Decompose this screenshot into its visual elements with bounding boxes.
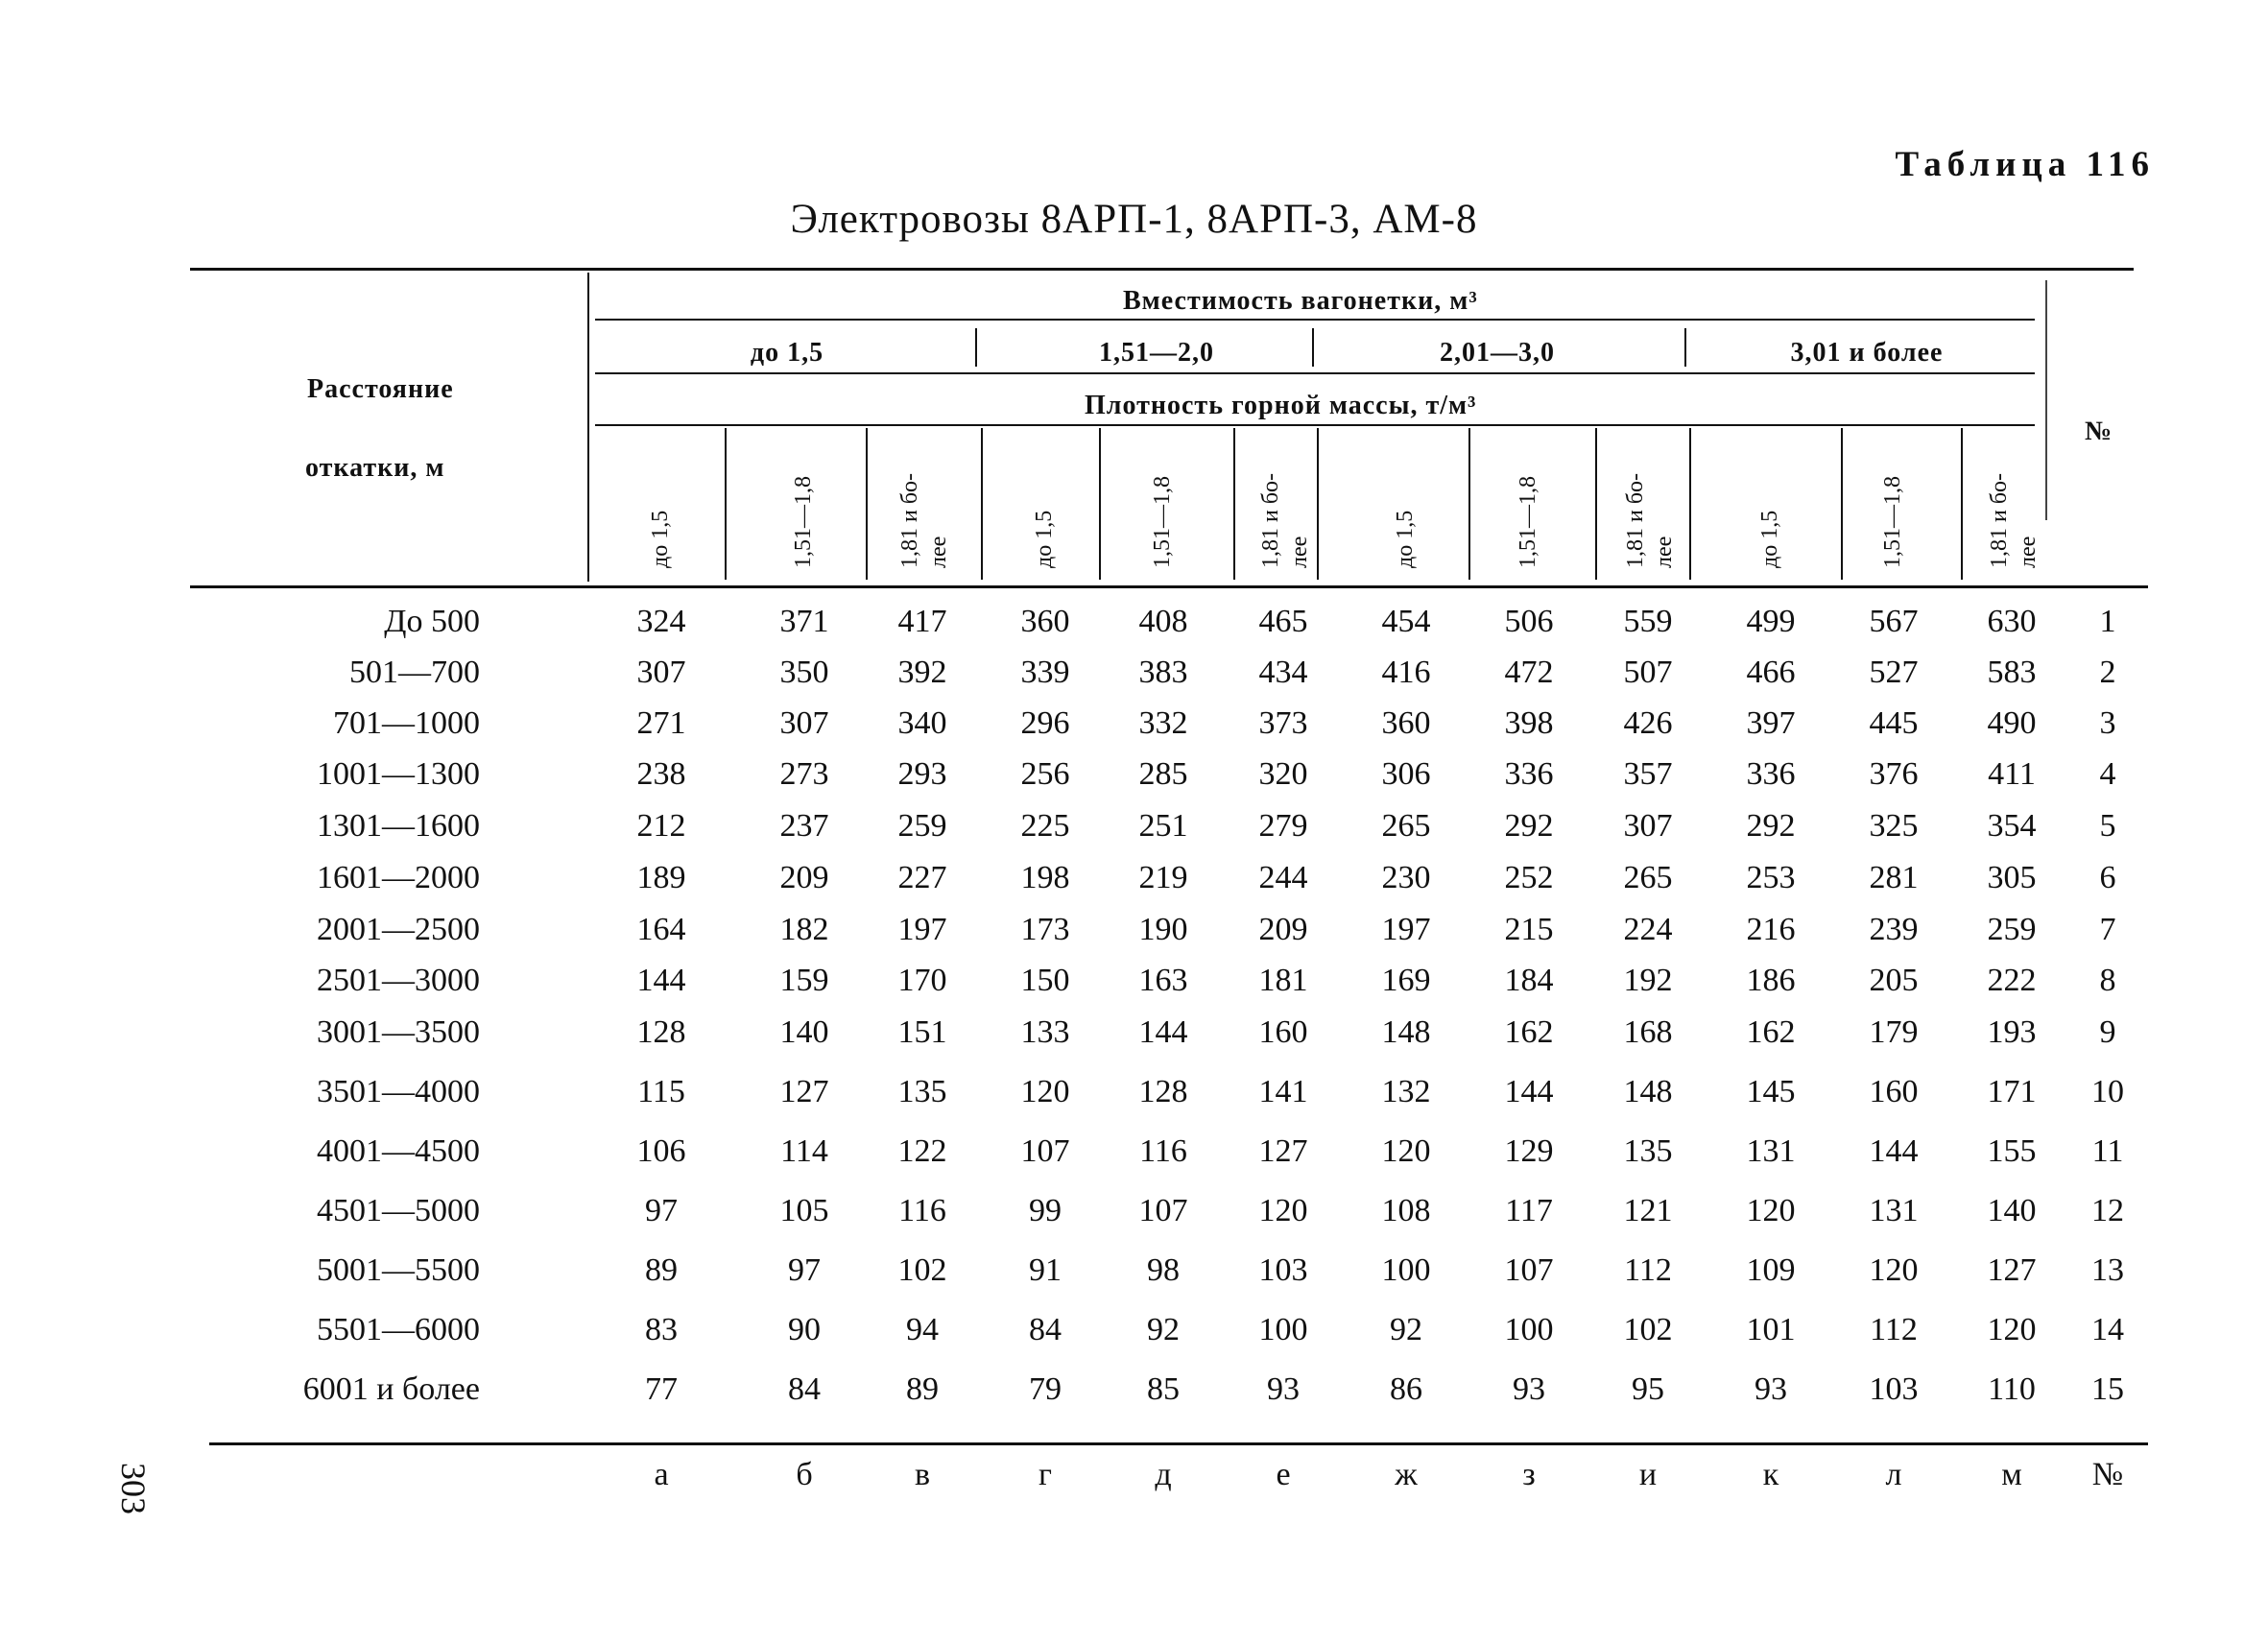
capacity-group-2: 1,51—2,0 [1099,338,1214,368]
row-label: 4001—4500 [317,1133,480,1169]
table-cell: 160 [1869,1074,1919,1109]
table-cell: 237 [779,808,829,844]
table-cell: 131 [1869,1193,1919,1228]
table-cell: 79 [1029,1371,1062,1407]
table-cell: 336 [1504,756,1554,792]
density-subheader: 1,81 и бо- [1258,472,1283,568]
table-cell: 354 [1987,808,2037,844]
row-number: 10 [2091,1074,2124,1109]
table-cell: 336 [1746,756,1796,792]
table-cell: 112 [1870,1312,1918,1347]
table-cell: 105 [779,1193,829,1228]
table-cell: 281 [1869,860,1919,895]
table-cell: 77 [645,1371,678,1407]
table-cell: 171 [1987,1074,2037,1109]
table-cell: 91 [1029,1252,1062,1288]
table-cell: 93 [1755,1371,1787,1407]
footer-no: № [2091,1457,2124,1492]
table-cell: 376 [1869,756,1919,792]
table-cell: 559 [1623,604,1673,639]
table-cell: 98 [1147,1252,1180,1288]
table-cell: 296 [1020,705,1070,741]
table-cell: 251 [1138,808,1188,844]
table-cell: 103 [1258,1252,1308,1288]
density-subheader: до 1,5 [1757,510,1782,568]
table-cell: 112 [1624,1252,1672,1288]
column-letter: м [2001,1457,2022,1492]
table-cell: 144 [1869,1133,1919,1169]
subcolumn-divider [1689,428,1691,580]
row-label-header-2: откатки, м [305,453,445,483]
table-cell: 133 [1020,1014,1070,1050]
density-subheader: 1,51—1,8 [791,476,816,568]
table-cell: 148 [1623,1074,1673,1109]
table-cell: 426 [1623,705,1673,741]
table-cell: 293 [897,756,947,792]
row-label: 3501—4000 [317,1074,480,1109]
table-cell: 244 [1258,860,1308,895]
table-cell: 205 [1869,963,1919,998]
row-label: 1301—1600 [317,808,480,844]
row-label: 701—1000 [333,705,480,741]
table-cell: 163 [1138,963,1188,998]
groups-underline [595,372,2035,374]
table-cell: 265 [1381,808,1431,844]
table-cell: 219 [1138,860,1188,895]
table-cell: 116 [1139,1133,1187,1169]
row-number: 6 [2099,860,2116,895]
density-header: Плотность горной массы, т/м³ [1085,391,1477,420]
subcolumn-divider [1595,428,1597,580]
row-number: 9 [2099,1014,2116,1050]
table-cell: 93 [1513,1371,1545,1407]
table-cell: 140 [1987,1193,2037,1228]
row-number: 2 [2099,655,2116,690]
table-cell: 392 [897,655,947,690]
subcolumn-divider [1099,428,1101,580]
table-cell: 216 [1746,912,1796,947]
table-cell: 339 [1020,655,1070,690]
table-cell: 116 [898,1193,946,1228]
table-label: Таблица 116 [1895,145,2155,184]
density-subheader-cont: лее [2016,536,2041,568]
table-cell: 103 [1869,1371,1919,1407]
table-cell: 120 [1987,1312,2037,1347]
table-cell: 307 [779,705,829,741]
table-cell: 253 [1746,860,1796,895]
table-cell: 129 [1504,1133,1554,1169]
table-cell: 84 [788,1371,821,1407]
row-label: 3001—3500 [317,1014,480,1050]
row-number: 15 [2091,1371,2124,1407]
capacity-group-4: 3,01 и более [1790,338,1944,368]
table-cell: 128 [1138,1074,1188,1109]
table-cell: 527 [1869,655,1919,690]
table-cell: 109 [1746,1252,1796,1288]
table-cell: 184 [1504,963,1554,998]
table-cell: 169 [1381,963,1431,998]
table-cell: 121 [1623,1193,1673,1228]
table-cell: 101 [1746,1312,1796,1347]
density-subheader-cont: лее [1287,536,1312,568]
table-cell: 373 [1258,705,1308,741]
subcolumn-divider [1317,428,1319,580]
row-label: 501—700 [349,655,480,690]
density-subheader: 1,51—1,8 [1880,476,1905,568]
row-label: 4501—5000 [317,1193,480,1228]
table-cell: 357 [1623,756,1673,792]
table-cell: 117 [1505,1193,1553,1228]
subcolumn-divider [1468,428,1470,580]
table-cell: 181 [1258,963,1308,998]
subcolumn-divider [981,428,983,580]
table-cell: 150 [1020,963,1070,998]
table-cell: 122 [897,1133,947,1169]
table-cell: 97 [645,1193,678,1228]
table-cell: 279 [1258,808,1308,844]
table-cell: 89 [645,1252,678,1288]
table-cell: 324 [636,604,686,639]
header-left-divider [587,273,589,582]
table-cell: 173 [1020,912,1070,947]
table-cell: 120 [1869,1252,1919,1288]
table-cell: 209 [1258,912,1308,947]
table-cell: 182 [779,912,829,947]
density-subheader: до 1,5 [1032,510,1057,568]
table-cell: 114 [780,1133,828,1169]
table-cell: 239 [1869,912,1919,947]
table-cell: 507 [1623,655,1673,690]
row-label: 5001—5500 [317,1252,480,1288]
table-cell: 144 [636,963,686,998]
table-cell: 144 [1138,1014,1188,1050]
row-label: 1601—2000 [317,860,480,895]
row-label: 2001—2500 [317,912,480,947]
table-cell: 222 [1987,963,2037,998]
group-divider [975,328,977,367]
row-number: 11 [2091,1133,2124,1169]
row-number: 14 [2091,1312,2124,1347]
table-cell: 411 [1988,756,2036,792]
header-bottom-rule [190,585,2148,588]
table-cell: 371 [779,604,829,639]
table-cell: 320 [1258,756,1308,792]
table-cell: 95 [1632,1371,1664,1407]
subcolumn-divider [866,428,868,580]
capacity-header: Вместимость вагонетки, м³ [1123,286,1478,316]
row-label: 5501—6000 [317,1312,480,1347]
table-cell: 408 [1138,604,1188,639]
table-cell: 84 [1029,1312,1062,1347]
table-cell: 332 [1138,705,1188,741]
table-cell: 193 [1987,1014,2037,1050]
table-cell: 567 [1869,604,1919,639]
table-top-rule [190,268,2134,271]
page-title: Электровозы 8АРП-1, 8АРП-3, АМ-8 [790,197,1478,242]
table-cell: 252 [1504,860,1554,895]
table-cell: 92 [1390,1312,1422,1347]
table-cell: 224 [1623,912,1673,947]
table-cell: 350 [779,655,829,690]
table-cell: 100 [1258,1312,1308,1347]
table-cell: 434 [1258,655,1308,690]
density-subheader: 1,81 и бо- [1623,472,1648,568]
table-cell: 225 [1020,808,1070,844]
table-cell: 416 [1381,655,1431,690]
table-cell: 197 [897,912,947,947]
table-cell: 306 [1381,756,1431,792]
table-cell: 120 [1020,1074,1070,1109]
table-cell: 383 [1138,655,1188,690]
subcolumn-divider [725,428,727,580]
table-cell: 472 [1504,655,1554,690]
table-cell: 215 [1504,912,1554,947]
density-subheader: 1,81 и бо- [897,472,922,568]
table-cell: 212 [636,808,686,844]
table-cell: 132 [1381,1074,1431,1109]
table-cell: 127 [1987,1252,2037,1288]
column-letter: и [1638,1457,1658,1492]
column-letter: е [1276,1457,1291,1492]
column-letter: г [1039,1457,1052,1492]
row-number: 5 [2099,808,2116,844]
table-cell: 106 [636,1133,686,1169]
table-cell: 83 [645,1312,678,1347]
table-cell: 465 [1258,604,1308,639]
column-letter: з [1522,1457,1536,1492]
table-cell: 583 [1987,655,2037,690]
table-cell: 90 [788,1312,821,1347]
table-cell: 265 [1623,860,1673,895]
table-cell: 120 [1381,1133,1431,1169]
table-cell: 141 [1258,1074,1308,1109]
row-number: 8 [2099,963,2116,998]
table-cell: 292 [1504,808,1554,844]
table-cell: 107 [1138,1193,1188,1228]
table-cell: 192 [1623,963,1673,998]
density-subheader: 1,51—1,8 [1150,476,1175,568]
table-cell: 273 [779,756,829,792]
group-divider [1312,328,1314,367]
table-cell: 159 [779,963,829,998]
density-subheader: 1,81 и бо- [1987,472,2012,568]
no-column-divider [2045,280,2047,520]
column-letter: б [796,1457,813,1492]
table-cell: 170 [897,963,947,998]
table-cell: 108 [1381,1193,1431,1228]
row-label: 1001—1300 [317,756,480,792]
row-label-header-1: Расстояние [307,374,454,404]
table-cell: 307 [1623,808,1673,844]
table-cell: 360 [1381,705,1431,741]
table-cell: 190 [1138,912,1188,947]
table-cell: 325 [1869,808,1919,844]
table-bottom-rule [209,1442,2148,1445]
capacity-group-1: до 1,5 [750,338,824,368]
density-subheader: 1,51—1,8 [1516,476,1540,568]
table-cell: 168 [1623,1014,1673,1050]
table-cell: 360 [1020,604,1070,639]
table-cell: 160 [1258,1014,1308,1050]
table-cell: 97 [788,1252,821,1288]
density-subheader-cont: лее [1652,536,1677,568]
group-divider [1684,328,1686,367]
table-cell: 92 [1147,1312,1180,1347]
table-cell: 209 [779,860,829,895]
table-cell: 107 [1504,1252,1554,1288]
row-number: 1 [2099,604,2116,639]
table-cell: 162 [1504,1014,1554,1050]
table-cell: 127 [779,1074,829,1109]
table-cell: 198 [1020,860,1070,895]
table-cell: 285 [1138,756,1188,792]
density-subheader: до 1,5 [648,510,673,568]
table-cell: 131 [1746,1133,1796,1169]
table-cell: 454 [1381,604,1431,639]
table-cell: 162 [1746,1014,1796,1050]
row-number: 4 [2099,756,2116,792]
row-number: 12 [2091,1193,2124,1228]
table-cell: 271 [636,705,686,741]
column-letter: а [654,1457,669,1492]
table-cell: 94 [906,1312,939,1347]
table-cell: 102 [897,1252,947,1288]
row-label: 2501—3000 [317,963,480,998]
subcolumn-divider [1961,428,1963,580]
table-cell: 397 [1746,705,1796,741]
table-cell: 490 [1987,705,2037,741]
row-number: 7 [2099,912,2116,947]
table-cell: 186 [1746,963,1796,998]
table-cell: 506 [1504,604,1554,639]
table-cell: 140 [779,1014,829,1050]
table-cell: 148 [1381,1014,1431,1050]
column-letter: в [914,1457,931,1492]
subcolumn-divider [1841,428,1843,580]
table-cell: 145 [1746,1074,1796,1109]
page-number: 303 [114,1463,153,1514]
table-cell: 307 [636,655,686,690]
table-cell: 151 [897,1014,947,1050]
table-cell: 89 [906,1371,939,1407]
table-cell: 398 [1504,705,1554,741]
table-cell: 238 [636,756,686,792]
table-cell: 93 [1267,1371,1300,1407]
table-cell: 340 [897,705,947,741]
capacity-underline [595,319,2035,321]
table-cell: 179 [1869,1014,1919,1050]
row-label: 6001 и более [302,1371,480,1407]
table-cell: 110 [1988,1371,2036,1407]
column-letter: ж [1395,1457,1418,1492]
table-cell: 230 [1381,860,1431,895]
table-cell: 86 [1390,1371,1422,1407]
table-cell: 189 [636,860,686,895]
table-cell: 164 [636,912,686,947]
table-cell: 466 [1746,655,1796,690]
table-cell: 120 [1746,1193,1796,1228]
table-cell: 99 [1029,1193,1062,1228]
column-letter: к [1762,1457,1779,1492]
table-cell: 259 [897,808,947,844]
column-letter: л [1885,1457,1902,1492]
density-subheader: до 1,5 [1393,510,1418,568]
table-cell: 135 [897,1074,947,1109]
table-cell: 227 [897,860,947,895]
no-header: № [2085,417,2113,446]
density-subheader-cont: лее [926,536,951,568]
table-cell: 292 [1746,808,1796,844]
capacity-group-3: 2,01—3,0 [1440,338,1555,368]
table-cell: 417 [897,604,947,639]
table-cell: 259 [1987,912,2037,947]
table-cell: 115 [637,1074,685,1109]
table-cell: 499 [1746,604,1796,639]
subcolumn-divider [1233,428,1235,580]
table-cell: 127 [1258,1133,1308,1169]
table-cell: 102 [1623,1312,1673,1347]
table-cell: 100 [1381,1252,1431,1288]
table-cell: 305 [1987,860,2037,895]
row-label: До 500 [384,604,480,639]
table-cell: 85 [1147,1371,1180,1407]
row-number: 13 [2091,1252,2124,1288]
table-cell: 197 [1381,912,1431,947]
row-number: 3 [2099,705,2116,741]
density-underline [595,424,2035,426]
table-cell: 100 [1504,1312,1554,1347]
column-letter: д [1155,1457,1172,1492]
table-cell: 128 [636,1014,686,1050]
table-cell: 144 [1504,1074,1554,1109]
table-cell: 107 [1020,1133,1070,1169]
table-cell: 135 [1623,1133,1673,1169]
table-cell: 155 [1987,1133,2037,1169]
table-cell: 630 [1987,604,2037,639]
table-cell: 445 [1869,705,1919,741]
table-cell: 256 [1020,756,1070,792]
table-cell: 120 [1258,1193,1308,1228]
